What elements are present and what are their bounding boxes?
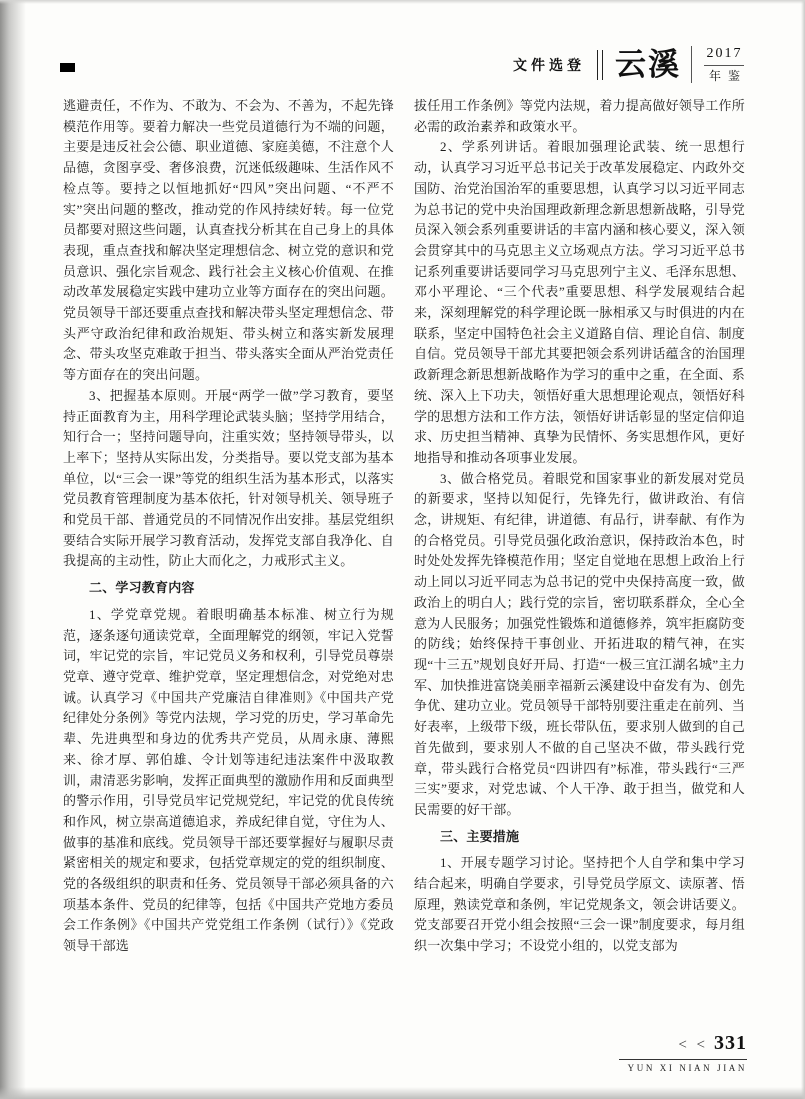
scan-shadow-right	[801, 0, 805, 1099]
text-column-right	[414, 96, 745, 957]
footer-rule	[619, 1059, 747, 1060]
body-paragraph: 3、把握基本原则。开展“两学一做”学习教育，要坚持正面教育为主，用科学理论武装头脑；坚持学用结合，知行合一；坚持问题导向，注重实效；坚持领导带头，以上率下；坚持从实际出发，分类指导。要以党支部为基本单位，以“三会一课”等党的组织生活为基本形式，以落实党员教育管理制度为基本依托，针对领导机关、领导班子和党员干部、普通党员的不同情况作出安排。基层党组织要结合实际开展学习教育活动，发挥党支部自我净化、自我提高的主动性，防止大而化之，力戒形式主义。	[63, 387, 394, 569]
page-header	[513, 46, 747, 83]
body-paragraph: 1、开展专题学习讨论。坚持把个人自学和集中学习结合起来，明确自学要求，引导党员学原文、读原著、悟原理，熟读党章和条例，牢记党规条文，领会讲话要义。党支部要召开党小组会按照“三会一课”制度要求，每月组织一次集中学习；不设党小组的，以党支部为	[414, 855, 745, 954]
margin-marker	[60, 63, 75, 72]
footer-romanization: YUN XI NIAN JIAN	[627, 1063, 747, 1073]
body-paragraph: 3、做合格党员。着眼党和国家事业的新发展对党员的新要求，坚持以知促行，先锋先行，做讲政治、有信念，讲规矩、有纪律，讲道德、有品行，讲奉献、有作为的合格党员。引导党员强化政治意识，保持政治本色，时时处处发挥先锋模范作用；坚定自觉地在思想上政治上行动上同以习近平同志为总书记的党中央保持高度一致，做政治上的明白人；践行党的宗旨，密切联系群众，全心全意为人民服务；加强党性锻炼和道德修养，筑牢拒腐防变的防线；始终保持干事创业、开拓进取的精气神，在实现“十三五”规划良好开局、打造“一极三宜江湖名城”主力军、加快推进富饶美丽幸福新云溪建设中奋发有为、创先争优、建功立业。党员领导干部特别要注重走在前列、当好表率，上级带下级，班长带队伍，要求别人做到的自己首先做到，要求别人不做的自己坚决不做，带头践行党章，带头践行合格党员“四讲四有”标准，带头践行“三严三实”要求，对党忠诚、个人干净、敢于担当，做党和人民需要的好干部。	[414, 470, 745, 817]
section-title: 文件选登	[512, 58, 585, 74]
page-footer	[619, 1032, 747, 1073]
body-paragraph: 2、学系列讲话。着眼加强理论武装、统一思想行动，认真学习习近平总书记关于改革发展稳定、内政外交国防、治党治国治军的重要思想，认真学习以习近平同志为总书记的党中央治国理政新理念新思想新战略，引导党员深入领会系列重要讲话的丰富内涵和核心要义，深入领会贯穿其中的马克思主义立场观点方法。学习习近平总书记系列重要讲话要同学习马克思列宁主义、毛泽东思想、邓小平理论、“三个代表”重要思想、科学发展观结合起来，深刻理解党的科学理论既一脉相承又与时俱进的内在联系，坚定中国特色社会主义道路自信、理论自信、制度自信。党员领导干部尤其要把领会系列讲话蕴含的治国理政新理念新思想新战略作为学习的重中之重，在全面、系统、深入上下功夫，领悟好重大思想理论观点，领悟好科学的思想方法和工作方法，领悟好讲话彰显的坚定信仰追求、历史担当精神、真挚为民情怀、务实思想作风，更好地指导和推动各项事业发展。	[414, 139, 745, 465]
section-heading: 三、主要措施	[440, 828, 520, 844]
body-paragraph: 逃避责任，不作为、不敢为、不会为、不善为，不起先锋模范作用等。要着力解决一些党员道德行为不端的问题，主要是违反社会公德、职业道德、家庭美德，不注意个人品德，贪图享受、奢侈浪费，沉迷低级趣味、生活作风不检点等。要持之以恒地抓好“四风”突出问题、“不严不实”突出问题的整改，推动党的作风持续好转。每一位党员都要对照这些问题，认真查找分析其在自己身上的具体表现，重点查找和解决坚定理想信念、树立党的意识和党员意识、强化宗旨观念、践行社会主义核心价值观、在推动改革发展稳定实践中建功立业等方面存在的突出问题。党员领导干部还要重点查找和解决带头坚定理想信念、带头严守政治纪律和政治规矩、带头树立和落实新发展理念、带头攻坚克难敢于担当、带头落实全面从严治党责任等方面存在的突出问题。	[63, 98, 394, 383]
body-paragraph: 1、学党章党规。着眼明确基本标准、树立行为规范，逐条逐句通读党章，全面理解党的纲领，牢记入党誓词，牢记党的宗旨，牢记党员义务和权利，引导党员尊崇党章、遵守党章、维护党章，坚定理想信念，对党绝对忠诚。认真学习《中国共产党廉洁自律准则》《中国共产党纪律处分条例》等党内法规，学习党的历史，学习革命先辈、先进典型和身边的优秀共产党员，从周永康、薄熙来、徐才厚、郭伯雄、令计划等违纪违法案件中汲取教训，肃清恶劣影响，发挥正面典型的激励作用和反面典型的警示作用，引导党员牢记党规党纪，牢记党的优良传统和作风，树立崇高道德追求，养成纪律自觉，守住为人、做事的基准和底线。党员领导干部还要掌握好与履职尽责紧密相关的规定和要求，包括党章规定的党的组织制度、党的各级组织的职责和任务、党员领导干部必须具备的六项基本条件、党员的纪律等，包括《中国共产党地方委员会工作条例》《中国共产党党组工作条例（试行）》《党政领导干部选	[63, 606, 394, 954]
header-divider	[597, 50, 603, 80]
page-number: 331	[714, 1032, 747, 1054]
page-number-marker: < <	[678, 1037, 708, 1053]
text-column-left	[63, 96, 394, 957]
year-block	[691, 46, 747, 83]
header-year: 2017	[704, 46, 744, 66]
scan-shadow-left	[0, 0, 26, 1099]
page-number-row	[619, 1032, 747, 1055]
body-paragraph: 拔任用工作条例》等党内法规，着力提高做好领导工作所必需的政治素养和政策水平。	[414, 98, 745, 134]
scan-shadow-top	[0, 0, 805, 4]
header-publication: 年鉴	[708, 68, 747, 83]
section-heading: 二、学习教育内容	[89, 580, 195, 596]
masthead-title: 云溪	[614, 47, 681, 83]
scan-shadow-bottom	[0, 1087, 805, 1099]
